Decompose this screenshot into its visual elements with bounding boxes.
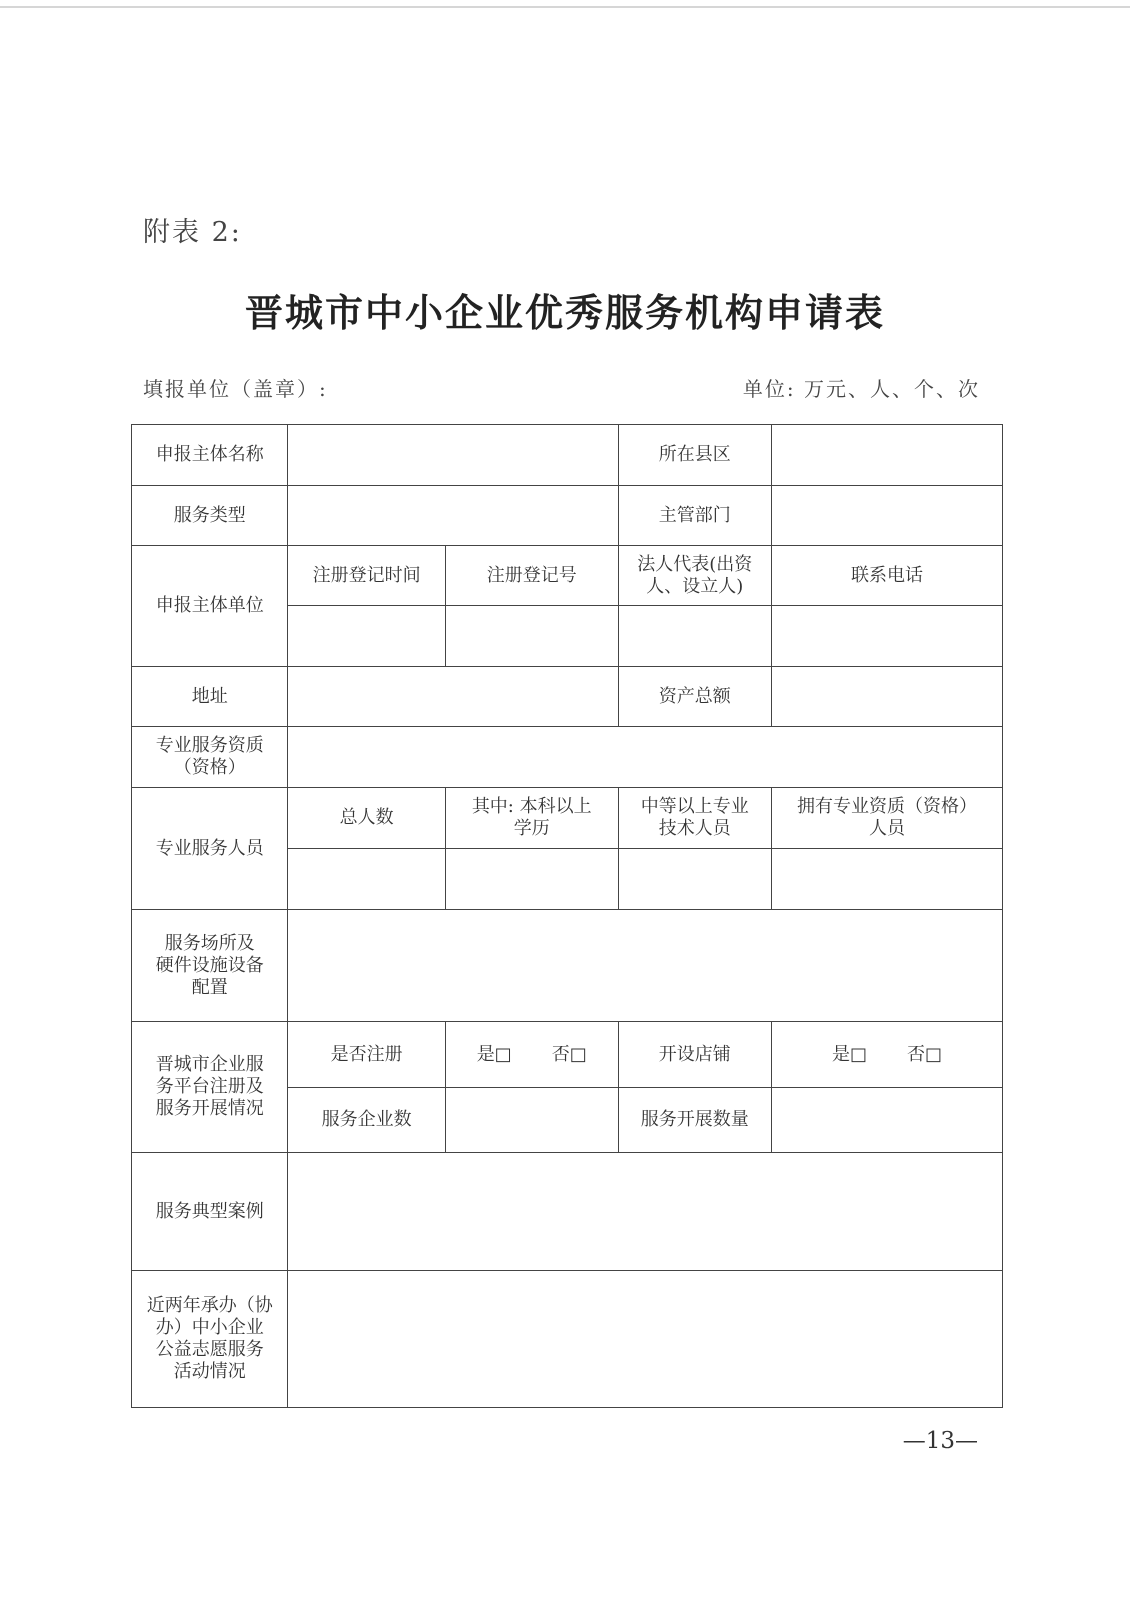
bachelor-field[interactable]: [445, 849, 618, 910]
facilities-label: 服务场所及 硬件设施设备 配置: [132, 910, 288, 1022]
technician-label: 中等以上专业 技术人员: [618, 788, 771, 849]
applicant-name-label: 申报主体名称: [132, 425, 288, 486]
open-store-label: 开设店铺: [618, 1022, 771, 1088]
qualification-field[interactable]: [288, 727, 1003, 788]
served-count-field[interactable]: [445, 1088, 618, 1153]
page-number: —13—: [902, 1428, 978, 1454]
reg-no-field[interactable]: [445, 606, 618, 667]
volunteer-label: 近两年承办（协 办）中小企业 公益志愿服务 活动情况: [132, 1271, 288, 1408]
registered-options: [445, 1022, 618, 1088]
applicant-name-field[interactable]: [288, 425, 618, 486]
supervisor-label: 主管部门: [618, 486, 771, 546]
staff-label: 专业服务人员: [132, 788, 288, 910]
reg-time-label: 注册登记时间: [288, 546, 445, 606]
total-staff-field[interactable]: [288, 849, 445, 910]
page-top-edge: [0, 6, 1130, 8]
service-type-label: 服务类型: [132, 486, 288, 546]
service-type-field[interactable]: [288, 486, 618, 546]
county-label: 所在县区: [618, 425, 771, 486]
qualification-label: 专业服务资质 （资格）: [132, 727, 288, 788]
service-count-field[interactable]: [771, 1088, 1002, 1153]
total-assets-label: 资产总额: [618, 667, 771, 727]
cases-field[interactable]: [288, 1153, 1003, 1271]
document-title: 晋城市中小企业优秀服务机构申请表: [244, 290, 885, 335]
phone-field[interactable]: [771, 606, 1002, 667]
registered-yes-checkbox[interactable]: 是□: [476, 1043, 512, 1065]
address-label: 地址: [132, 667, 288, 727]
certified-label: 拥有专业资质（资格） 人员: [771, 788, 1002, 849]
served-count-label: 服务企业数: [288, 1088, 445, 1153]
bachelor-label: 其中: 本科以上 学历: [445, 788, 618, 849]
reg-time-field[interactable]: [288, 606, 445, 667]
cases-label: 服务典型案例: [132, 1153, 288, 1271]
reg-no-label: 注册登记号: [445, 546, 618, 606]
phone-label: 联系电话: [771, 546, 1002, 606]
registered-label: 是否注册: [288, 1022, 445, 1088]
platform-label: 晋城市企业服 务平台注册及 服务开展情况: [132, 1022, 288, 1153]
supervisor-field[interactable]: [771, 486, 1002, 546]
facilities-field[interactable]: [288, 910, 1003, 1022]
technician-field[interactable]: [618, 849, 771, 910]
units-label: 单位: 万元、人、个、次: [742, 377, 980, 401]
address-field[interactable]: [288, 667, 618, 727]
certified-field[interactable]: [771, 849, 1002, 910]
open-store-yes-checkbox[interactable]: 是□: [831, 1043, 867, 1065]
volunteer-field[interactable]: [288, 1271, 1003, 1408]
legal-rep-field[interactable]: [618, 606, 771, 667]
annex-label: 附表 2:: [143, 217, 242, 248]
county-field[interactable]: [771, 425, 1002, 486]
total-staff-label: 总人数: [288, 788, 445, 849]
registered-no-checkbox[interactable]: 否□: [551, 1043, 587, 1065]
filler-unit-label: 填报单位（盖章）:: [143, 377, 328, 401]
application-form-table: [131, 424, 1003, 1408]
open-store-no-checkbox[interactable]: 否□: [906, 1043, 942, 1065]
total-assets-field[interactable]: [771, 667, 1002, 727]
service-count-label: 服务开展数量: [618, 1088, 771, 1153]
legal-rep-label: 法人代表(出资 人、设立人): [618, 546, 771, 606]
open-store-options: [771, 1022, 1002, 1088]
applicant-unit-label: 申报主体单位: [132, 546, 288, 667]
